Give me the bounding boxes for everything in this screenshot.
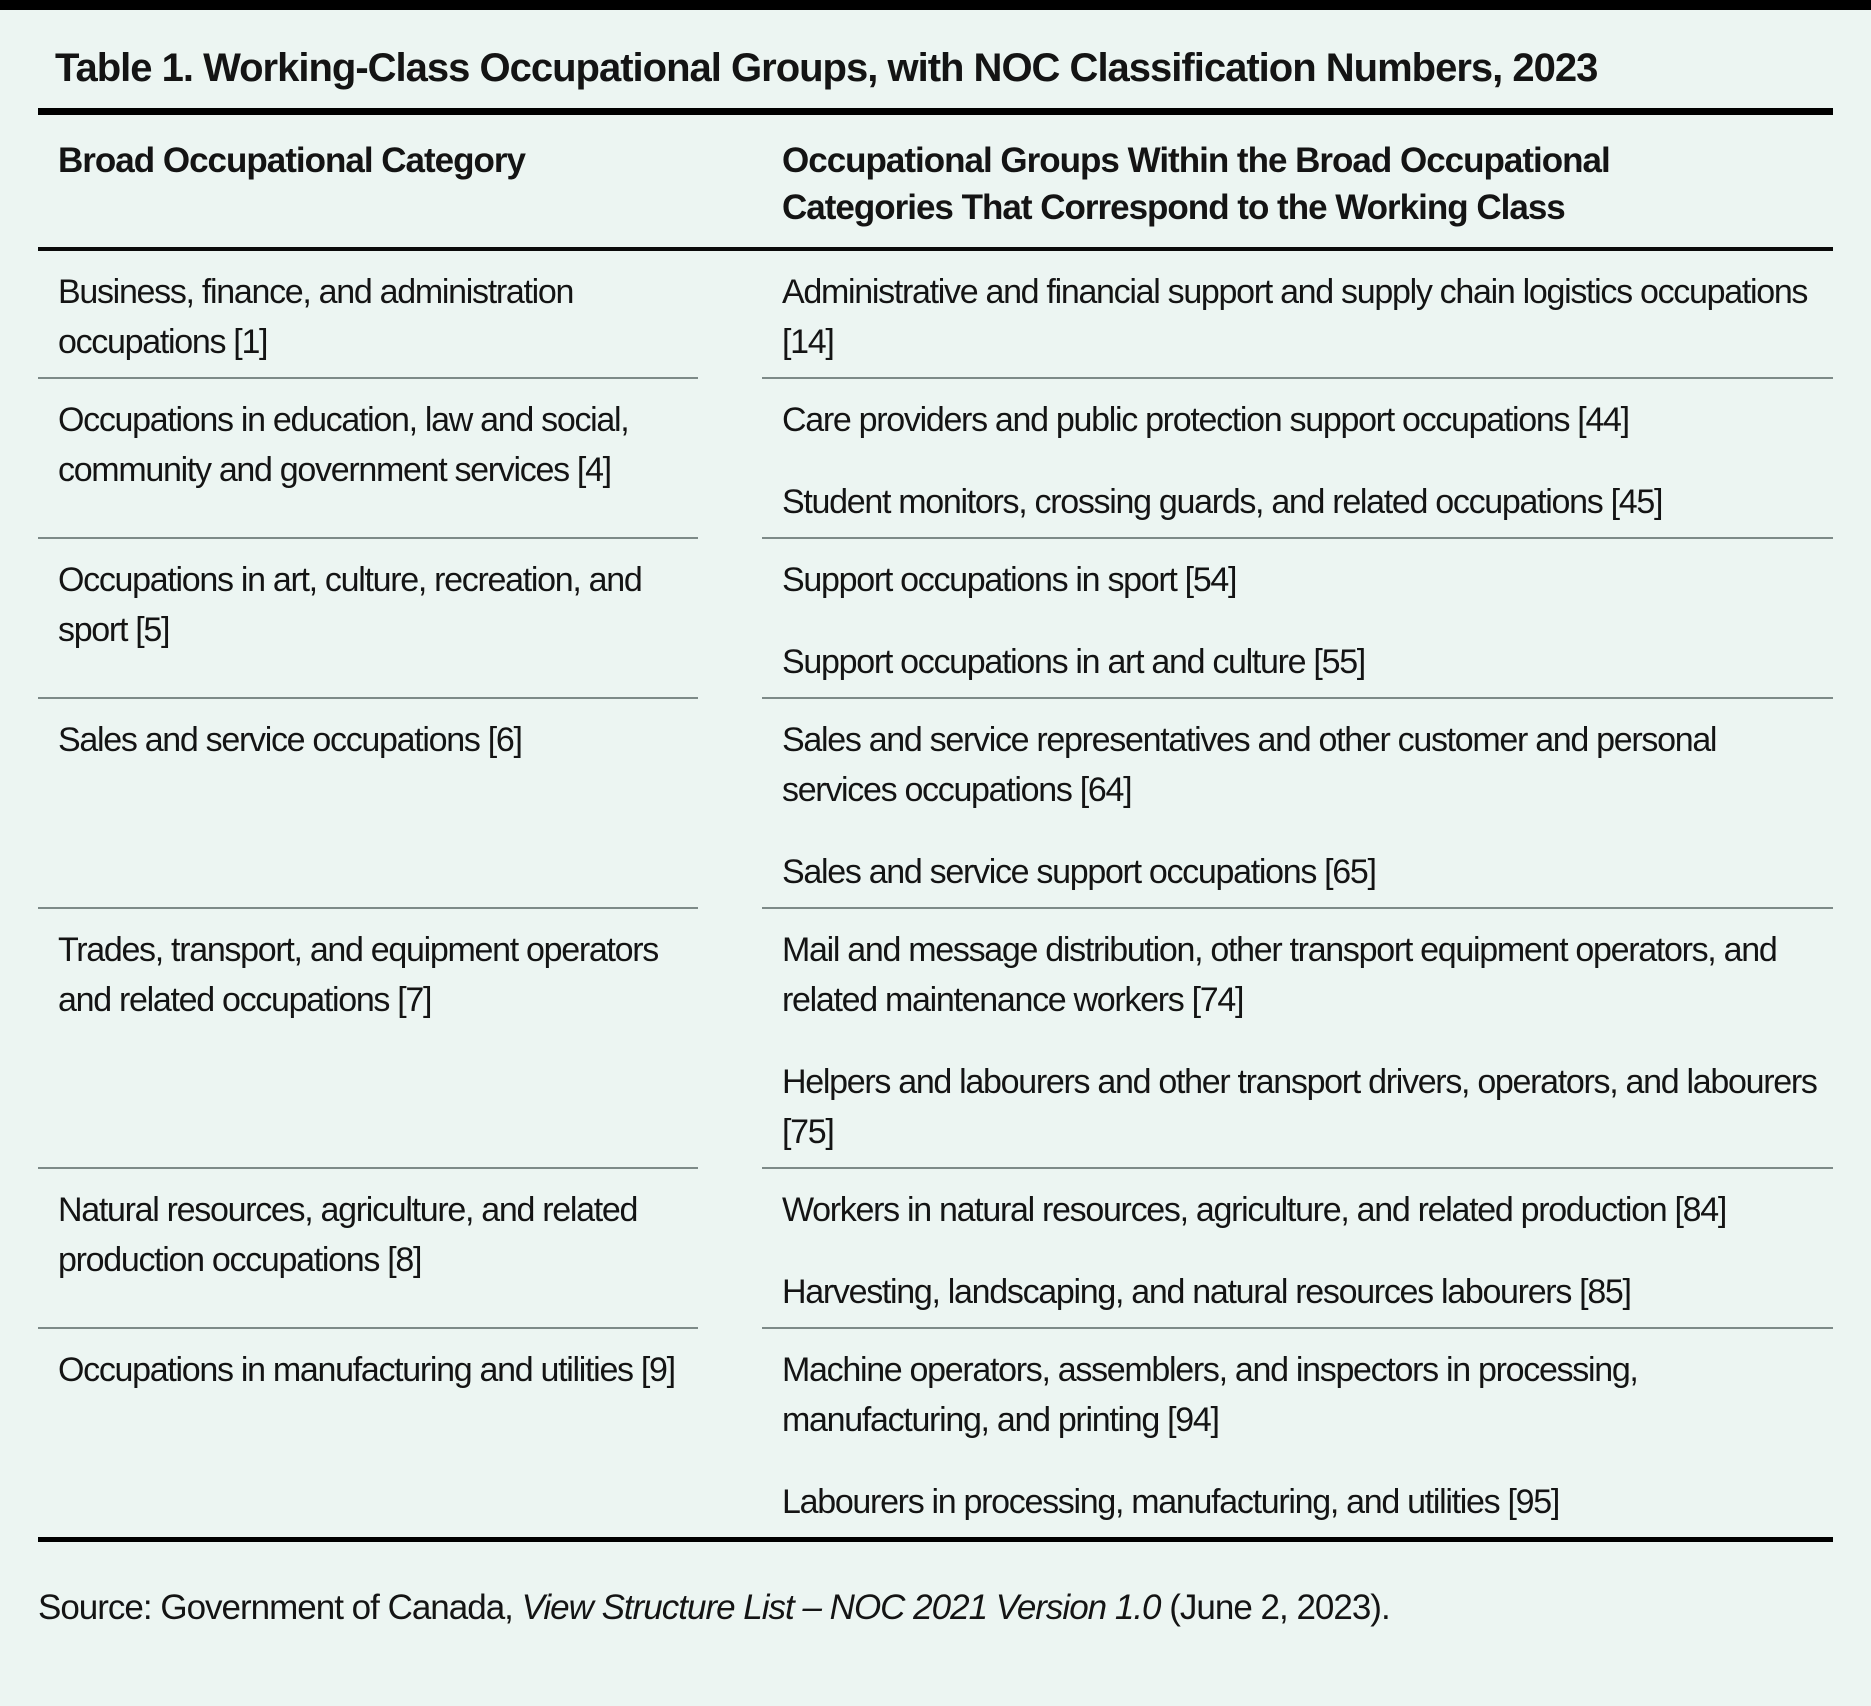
table-row	[38, 1169, 1833, 1329]
table-header-row	[38, 115, 1833, 251]
bottom-rule	[38, 1537, 1833, 1542]
occupational-group-text: Mail and message distribution, other transport equipment operators, and related maintenance workers [74]	[782, 931, 1777, 1019]
occupational-group-text: Administrative and financial support and supply chain logistics occupations [14]	[782, 273, 1808, 361]
table-title: Table 1. Working-Class Occupational Groups, with NOC Classification Numbers, 2023	[55, 46, 1598, 90]
source-prefix: Source: Government of Canada,	[38, 1588, 522, 1627]
occupational-group-text: Student monitors, crossing guards, and related occupations [45]	[782, 483, 1663, 521]
broad-category-cell	[38, 1329, 698, 1537]
table-row	[38, 379, 1833, 539]
table-row	[38, 1329, 1833, 1537]
occupational-group-text: Support occupations in art and culture [55]	[782, 643, 1365, 681]
broad-category-cell	[38, 699, 698, 909]
table-body	[38, 251, 1833, 1537]
occupational-group-text: Harvesting, landscaping, and natural resources labourers [85]	[782, 1273, 1631, 1311]
broad-category-cell	[38, 539, 698, 699]
occupational-group-text: Sales and service support occupations [65]	[782, 853, 1376, 891]
column-header-broad-category: Broad Occupational Category	[58, 141, 525, 180]
occupational-group-text: Labourers in processing, manufacturing, and utilities [95]	[782, 1483, 1559, 1521]
table-row	[38, 539, 1833, 699]
table-row	[38, 251, 1833, 379]
broad-category-text: Occupations in art, culture, recreation, and sport [5]	[58, 561, 642, 649]
source-note	[38, 1584, 1833, 1632]
top-accent-bar	[0, 0, 1871, 10]
broad-category-cell	[38, 1169, 698, 1329]
occupational-group-text: Sales and service representatives and other customer and personal services occupations [64]	[782, 721, 1717, 809]
broad-category-text: Occupations in education, law and social, community and government services [4]	[58, 401, 629, 489]
broad-category-text: Occupations in manufacturing and utilities [9]	[58, 1351, 675, 1389]
broad-category-text: Trades, transport, and equipment operators and related occupations [7]	[58, 931, 658, 1019]
source-suffix: (June 2, 2023).	[1160, 1588, 1390, 1627]
broad-category-text: Natural resources, agriculture, and related production occupations [8]	[58, 1191, 638, 1279]
occupational-groups-cell	[762, 909, 1833, 1169]
title-rule	[38, 108, 1833, 115]
occupational-groups-cell	[762, 379, 1833, 539]
occupational-groups-cell	[762, 699, 1833, 909]
occupational-group-text: Care providers and public protection support occupations [44]	[782, 401, 1629, 439]
broad-category-text: Sales and service occupations [6]	[58, 721, 522, 759]
occupational-groups-cell	[762, 539, 1833, 699]
occupational-groups-cell	[762, 251, 1833, 379]
table-row	[38, 909, 1833, 1169]
column-header-occupational-groups	[762, 137, 1833, 231]
broad-category-cell	[38, 379, 698, 539]
occupational-group-text: Machine operators, assemblers, and inspectors in processing, manufacturing, and printing [94]	[782, 1351, 1638, 1439]
occupational-groups-cell	[762, 1169, 1833, 1329]
occupational-groups-cell	[762, 1329, 1833, 1537]
column-header-occupational-groups-text: Occupational Groups Within the Broad Occupational Categories That Correspond to the Working Class	[782, 141, 1610, 227]
broad-category-cell	[38, 251, 698, 379]
source-work-title: View Structure List – NOC 2021 Version 1.0	[521, 1588, 1161, 1627]
occupational-group-text: Helpers and labourers and other transport drivers, operators, and labourers [75]	[782, 1063, 1817, 1151]
occupational-group-text: Workers in natural resources, agriculture, and related production [84]	[782, 1191, 1727, 1229]
broad-category-text: Business, finance, and administration occupations [1]	[58, 273, 574, 361]
broad-category-cell	[38, 909, 698, 1169]
table-row	[38, 699, 1833, 909]
occupational-group-text: Support occupations in sport [54]	[782, 561, 1237, 599]
table-container	[38, 44, 1833, 1632]
